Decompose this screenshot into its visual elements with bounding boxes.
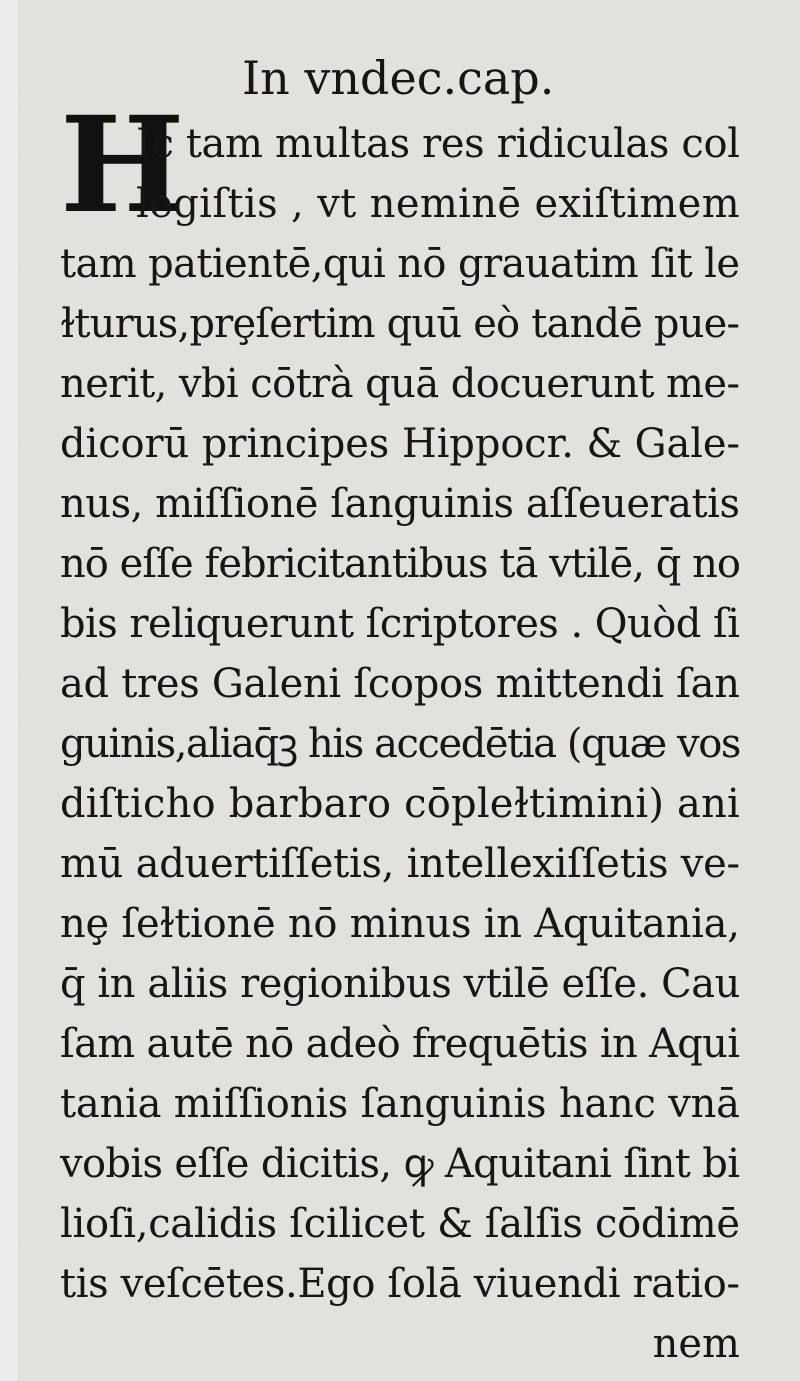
- text-line: nō eſſe febricitantibus tā vtilē, q̄ no: [60, 541, 740, 587]
- text-line: ad tres Galeni ſcopos mittendi ſan: [60, 661, 740, 707]
- text-line: guinis,aliaq̄ꝫ his accedētia (quæ vos: [60, 721, 740, 767]
- text-line: nerit, vbi cōtrà quā docuerunt me-: [60, 361, 740, 407]
- catchword: nem: [652, 1321, 740, 1367]
- text-line: ɫturus,prȩſertim quū eò tandē pue-: [60, 301, 740, 347]
- text-line: Ic tam multas res ridiculas col: [136, 121, 740, 167]
- page-margin-edge: [0, 0, 18, 1381]
- running-header: In vndec.cap.: [242, 51, 555, 105]
- text-line: bis reliquerunt ſcriptores . Quòd ſi: [60, 601, 740, 647]
- drop-cap: H: [60, 88, 185, 243]
- text-line: mū aduertiſſetis, intellexiſſetis ve-: [60, 841, 740, 887]
- text-line: tis veſcētes.Ego ſolā viuendi ratio-: [60, 1261, 740, 1307]
- text-line: tania miſſionis ſanguinis hanc vnā: [60, 1081, 740, 1127]
- text-line: nȩ ſeɫtionē nō minus in Aquitania,: [60, 901, 740, 947]
- body-text: [60, 114, 740, 1374]
- text-line: dicorū principes Hippocr. & Gale-: [60, 421, 740, 467]
- text-line: lioſi,calidis ſcilicet & ſalſis cōdimē: [60, 1201, 740, 1247]
- text-line: nus, miſſionē ſanguinis aſſeueratis: [60, 481, 740, 527]
- text-line: tam patientē,qui nō grauatim ſit le: [60, 241, 740, 287]
- text-line: legiſtis , vt neminē exiſtimem: [136, 181, 740, 227]
- text-line: q̄ in aliis regionibus vtilē eſſe. Cau: [60, 961, 740, 1007]
- text-line: diſticho barbaro cōpleɫtimini) ani: [60, 781, 740, 827]
- text-line: ſam autē nō adeò frequētis in Aqui: [60, 1021, 740, 1067]
- text-line: vobis eſſe dicitis, ꝙ Aquitani ſint bi: [60, 1141, 740, 1187]
